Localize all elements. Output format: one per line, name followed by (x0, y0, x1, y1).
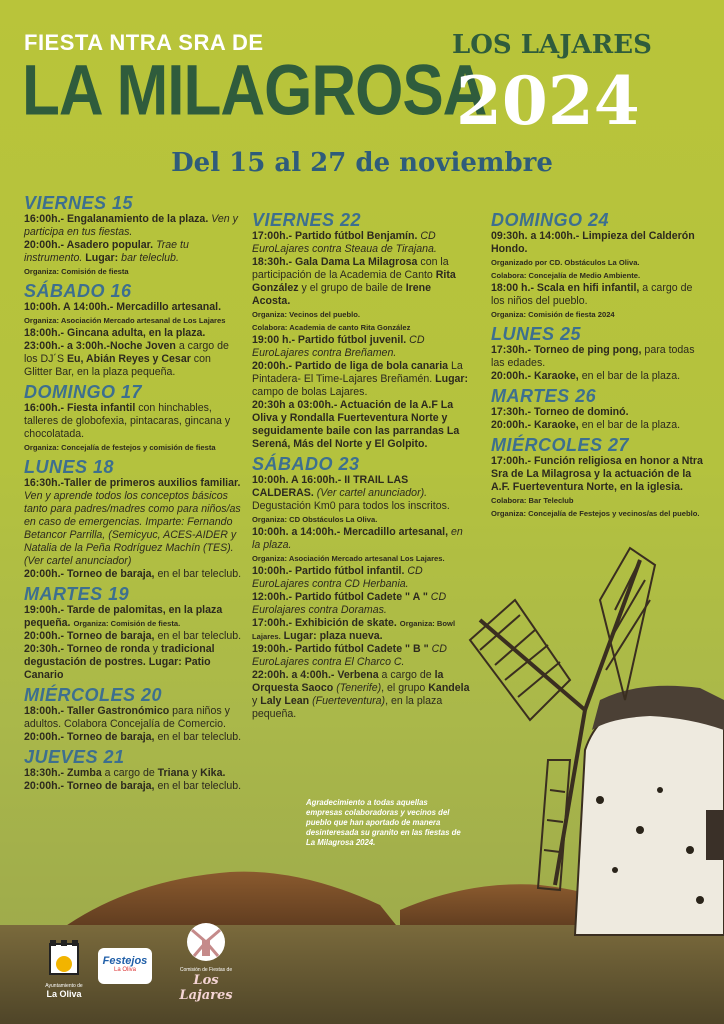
schedule-event: 18:30h.- Gala Dama La Milagrosa con la participación de la Academia de Canto Rita González y el grupo de baile de Irene Acosta. (252, 256, 456, 307)
page-title: LA MILAGROSA (22, 51, 487, 131)
schedule-event: Organiza: Asociación Mercado artesanal Los Lajares. (252, 554, 445, 563)
day-heading: MIÉRCOLES 20 (24, 685, 163, 705)
schedule-event: 20:00h.- Torneo de baraja, en el bar teleclub. (24, 568, 242, 580)
schedule-event: 19:00h.- Partido fútbol Cadete " B " CD EuroLajares contra El Charco C. (252, 643, 447, 668)
day-heading: LUNES 18 (24, 457, 115, 477)
schedule-event: 20:00h.- Torneo de baraja, en el bar teleclub. (24, 630, 242, 642)
schedule-event: 10:00h. a 14:00h.- Mercadillo artesanal, en la plaza. (252, 526, 463, 551)
schedule-event: 16:30h.-Taller de primeros auxilios familiar. Ven y aprende todos los conceptos básicos tanto para padres/madres como para niños/as en caso de emergencias. Imparte: Fernando Betancor Parrilla, (Semicyuc, ACES-AIDER y Natalia de la Peña Rodríguez Machín (TES). (Ver cartel anunciador) (24, 477, 241, 567)
schedule-event: 23:00h.- a 3:00h.-Noche Joven a cargo de los DJ´S Eu, Abián Reyes y Cesar con Glitter Bar, en la plaza pequeña. (24, 340, 229, 378)
schedule-event: 10:00h.- Partido fútbol infantil. CD EuroLajares contra CD Herbania. (252, 565, 423, 590)
schedule-event: 18:00h.- Gincana adulta, en la plaza. (24, 327, 206, 339)
schedule-event: 20:00h.- Torneo de baraja, en el bar teleclub. (24, 780, 242, 792)
day-heading: VIERNES 15 (24, 193, 134, 213)
castle-icon (44, 938, 84, 978)
pretitle: FIESTA NTRA SRA DE (24, 30, 264, 55)
schedule-event: 16:00h.- Fiesta infantil con hinchables, talleres de globofexia, pintacaras, gincana y chocolatada. (24, 402, 231, 440)
schedule-event: 17:30h.- Torneo de dominó. (491, 406, 629, 418)
schedule-event: 18:00 h.- Scala en hifi infantil, a cargo de los niños del pueblo. (491, 282, 693, 307)
schedule-event: Organiza: Vecinos del pueblo. Colabora: Academia de canto Rita González (252, 310, 411, 332)
lajares-logo-text: Los Lajares (179, 973, 233, 1003)
windmill-logo-icon (186, 922, 226, 962)
schedule-column-3 (491, 207, 706, 520)
comision-logo-text: Comisión de Fiestas de (179, 967, 233, 973)
day-heading: MARTES 26 (491, 386, 597, 406)
schedule-event: 19:00h.- Tarde de palomitas, en la plaza pequeña. Organiza: Comisión de fiesta. (24, 604, 223, 629)
schedule-event: 17:00h.- Función religiosa en honor a Ntra Sra de La Milagrosa y la actuación de la A.F. Fuerteventura Norte, en la iglesia. (491, 455, 703, 493)
day-heading: MARTES 19 (24, 584, 130, 604)
schedule-event: 18:00h.- Taller Gastronómico para niños y adultos. Colabora Concejalía de Comercio. (24, 705, 230, 730)
schedule-event: 20:00h.- Karaoke, en el bar de la plaza. (491, 419, 681, 431)
comision-lajares-logo (168, 922, 244, 1002)
schedule-event: 20:00h.- Torneo de baraja, en el bar teleclub. (24, 731, 242, 743)
day-heading: SÁBADO 23 (252, 454, 360, 474)
schedule-event: 22:00h. a 4:00h.- Verbena a cargo de la Orquesta Saoco (Tenerife), el grupo Kandela y Laly Lean (Fuerteventura), en la plaza pequeña. (252, 669, 470, 720)
schedule-event: 12:00h.- Partido fútbol Cadete " A " CD Eurolajares contra Doramas. (252, 591, 447, 616)
schedule-event: 17:00h.- Partido fútbol Benjamín. CD EuroLajares contra Steaua de Tirajana. (252, 230, 437, 255)
la-oliva-logo-text: La Oliva (46, 989, 82, 999)
day-heading: VIERNES 22 (252, 210, 362, 230)
day-heading: DOMINGO 24 (491, 210, 610, 230)
festejos-logo-text: Festejos (102, 955, 148, 967)
schedule-event: 16:00h.- Engalanamiento de la plaza. Ven y participa en tus fiestas. (24, 213, 238, 238)
windmill-illustration (470, 548, 724, 935)
day-heading: MIÉRCOLES 27 (491, 435, 630, 455)
festejos-logo-small: La Oliva (113, 967, 136, 973)
schedule-column-2 (252, 207, 470, 721)
schedule-event: 17:30h.- Torneo de ping pong, para todas las edades. (491, 344, 695, 369)
schedule-event: 20:00h.- Partido de liga de bola canaria La Pintadera- El Time-Lajares Breñamén. Lugar: campo de bolas Lajares. (252, 360, 469, 398)
place-name: LOS LAJARES (452, 30, 652, 60)
festejos-logo (98, 948, 152, 984)
event-year: 2024 (456, 62, 640, 140)
event-dates: Del 15 al 27 de noviembre (171, 148, 553, 178)
schedule-event: 10:00h. A 14:00h.- Mercadillo artesanal. (24, 301, 222, 313)
schedule-event: 20:00h.- Asadero popular. Trae tu instrumento. Lugar: bar teleclub. (24, 239, 189, 264)
schedule-event: 20:30h a 03:00h.- Actuación de la A.F La Oliva y Rondalla Fuerteventura Norte y seguidamente baile con las parrandas La Serená, Más del Norte y El Golpito. (252, 399, 460, 450)
schedule-event: 17:00h.- Exhibición de skate. Organiza: Bowl Lajares. Lugar: plaza nueva. (252, 617, 456, 642)
schedule-event: 20:30h.- Torneo de ronda y tradicional degustación de postres. Lugar: Patio Canario (24, 643, 215, 681)
day-heading: LUNES 25 (491, 324, 582, 344)
schedule-event: Organizado por CD. Obstáculos La Oliva. Colabora: Concejalía de Medio Ambiente. (491, 258, 641, 280)
schedule-event: Organiza: Concejalía de festejos y comisión de fiesta (24, 443, 216, 452)
schedule-column-1 (24, 190, 242, 793)
la-oliva-logo (44, 938, 84, 1000)
day-heading: DOMINGO 17 (24, 382, 143, 402)
la-oliva-logo-small: Ayuntamiento de (45, 983, 83, 989)
schedule-event: 10:00h. A 16:00h.- II TRAIL LAS CALDERAS. (Ver cartel anunciador). Degustación Km0 para todos los inscritos. Organiza: CD Obstáculos La Oliva. (252, 474, 450, 524)
day-heading: JUEVES 21 (24, 747, 125, 767)
schedule-event: 19:00 h.- Partido fútbol juvenil. CD EuroLajares contra Breñamen. (252, 334, 425, 359)
acknowledgement-text: Agradecimiento a todas aquellas empresas colaboradoras y vecinos del pueblo que han aportado de manera desinteresada su granito en las fiestas de La Milagrosa 2024. (306, 798, 461, 847)
schedule-event: Organiza: Asociación Mercado artesanal de Los Lajares (24, 316, 226, 325)
schedule-event: 20:00h.- Karaoke, en el bar de la plaza. (491, 370, 681, 382)
schedule-event: 18:30h.- Zumba a cargo de Triana y Kika. (24, 767, 226, 779)
schedule-event: Organiza: Comisión de fiesta 2024 (491, 310, 615, 319)
day-heading: SÁBADO 16 (24, 281, 132, 301)
schedule-event: 09:30h. a 14:00h.- Limpieza del Calderón Hondo. (491, 230, 695, 255)
schedule-event: Organiza: Comisión de fiesta (24, 267, 129, 276)
schedule-event: Colabora: Bar Teleclub Organiza: Concejalía de Festejos y vecinos/as del pueblo. (491, 496, 700, 518)
